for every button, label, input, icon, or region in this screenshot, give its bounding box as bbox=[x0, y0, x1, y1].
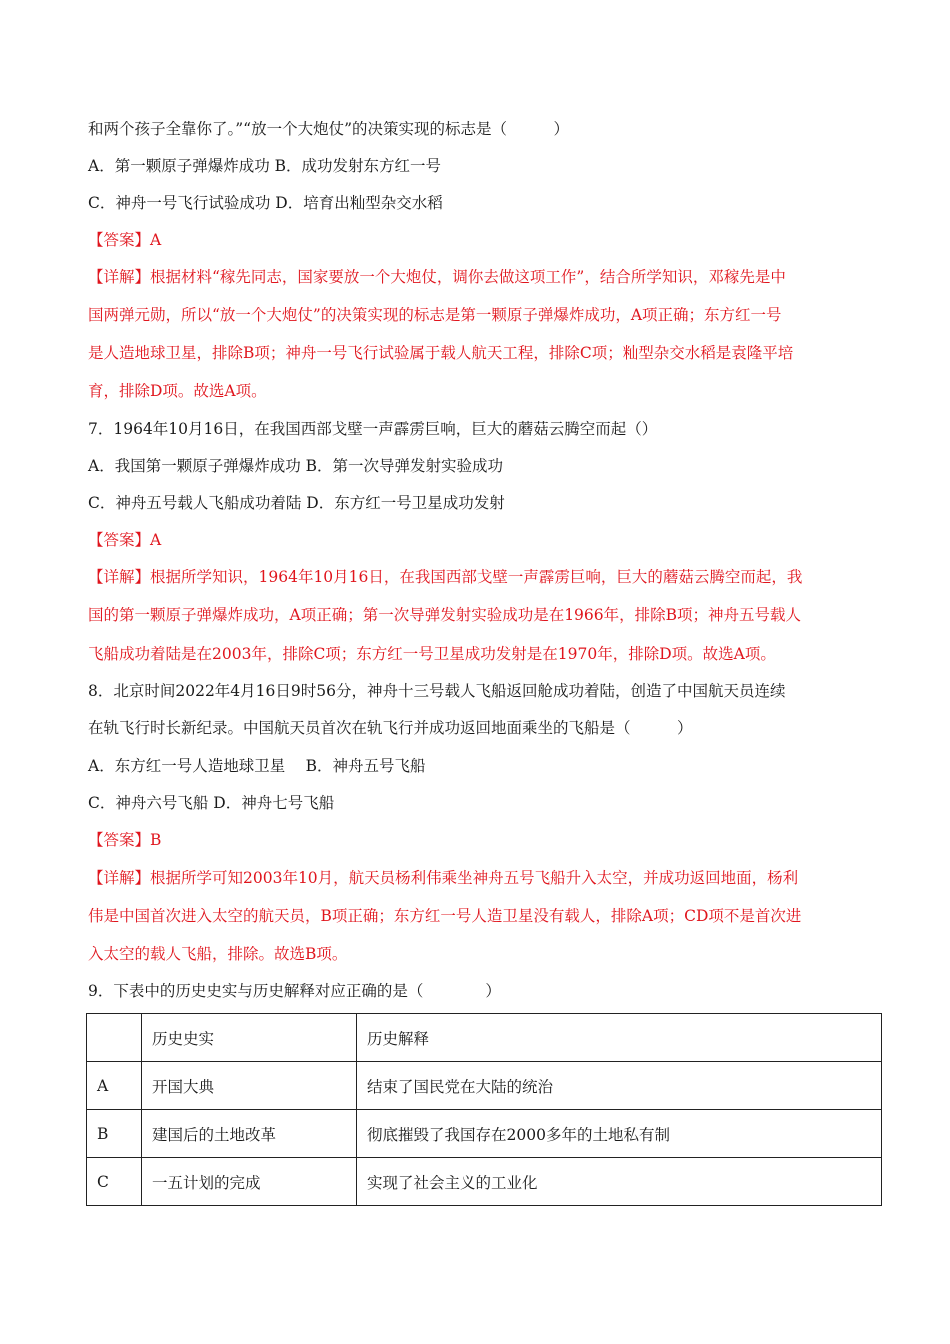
question-8-options-ab: A．东方红一号人造地球卫星 B．神舟五号飞船 bbox=[88, 757, 426, 775]
question-8-explanation-line-2: 伟是中国首次进入太空的航天员，B项正确；东方红一号人造卫星没有载人，排除A项；CD项不是首次进 bbox=[88, 907, 802, 925]
question-9-stem: 9．下表中的历史史实与历史解释对应正确的是（ ） bbox=[88, 982, 501, 1000]
table-row bbox=[87, 1110, 882, 1158]
question-8-answer: 【答案】B bbox=[88, 831, 162, 849]
table-row bbox=[87, 1062, 882, 1110]
table-cell-interpretation: 结束了国民党在大陆的统治 bbox=[357, 1062, 882, 1110]
question-6-explanation-line-1: 【详解】根据材料“稼先同志，国家要放一个大炮仗，调你去做这项工作”，结合所学知识，邓稼先是中 bbox=[88, 268, 786, 286]
question-6-options-ab: A．第一颗原子弹爆炸成功 B．成功发射东方红一号 bbox=[88, 157, 442, 175]
question-7-options-cd: C．神舟五号载人飞船成功着陆 D．东方红一号卫星成功发射 bbox=[88, 494, 505, 512]
question-7-stem: 7．1964年10月16日，在我国西部戈壁一声霹雳巨响，巨大的蘑菇云腾空而起（） bbox=[88, 420, 658, 438]
question-8-explanation-line-1: 【详解】根据所学可知2003年10月，航天员杨利伟乘坐神舟五号飞船升入太空，并成功返回地面，杨利 bbox=[88, 869, 799, 887]
table-cell-interpretation: 彻底摧毁了我国存在2000多年的土地私有制 bbox=[357, 1110, 882, 1158]
question-7-explanation-line-3: 飞船成功着陆是在2003年，排除C项；东方红一号卫星成功发射是在1970年，排除D项。故选A项。 bbox=[88, 645, 776, 663]
table-cell-fact: 开国大典 bbox=[142, 1062, 357, 1110]
question-8-explanation-line-3: 入太空的载人飞船，排除。故选B项。 bbox=[88, 945, 348, 963]
question-6-answer: 【答案】A bbox=[88, 231, 162, 249]
table-header-cell-label bbox=[87, 1014, 142, 1062]
table-cell-option: B bbox=[87, 1110, 142, 1158]
question-7-answer: 【答案】A bbox=[88, 531, 162, 549]
table-cell-interpretation: 实现了社会主义的工业化 bbox=[357, 1158, 882, 1206]
table-header-cell-fact: 历史史实 bbox=[142, 1014, 357, 1062]
question-8-stem-line-1: 8．北京时间2022年4月16日9时56分，神舟十三号载人飞船返回舱成功着陆，创造了中国航天员连续 bbox=[88, 682, 786, 700]
question-6-stem-tail: 和两个孩子全靠你了。”“放一个大炮仗”的决策实现的标志是（ ） bbox=[88, 120, 570, 138]
table-cell-fact: 一五计划的完成 bbox=[142, 1158, 357, 1206]
question-6-explanation-line-4: 育，排除D项。故选A项。 bbox=[88, 382, 267, 400]
table-cell-option: A bbox=[87, 1062, 142, 1110]
table-header-row bbox=[87, 1014, 882, 1062]
table-cell-fact: 建国后的土地改革 bbox=[142, 1110, 357, 1158]
question-7-options-ab: A．我国第一颗原子弹爆炸成功 B．第一次导弹发射实验成功 bbox=[88, 457, 504, 475]
question-8-stem-line-2: 在轨飞行时长新纪录。中国航天员首次在轨飞行并成功返回地面乘坐的飞船是（ ） bbox=[88, 719, 693, 737]
question-6-explanation-line-3: 是人造地球卫星，排除B项；神舟一号飞行试验属于载人航天工程，排除C项；籼型杂交水稻是袁隆平培 bbox=[88, 344, 794, 362]
history-table bbox=[86, 1013, 882, 1206]
table-cell-option: C bbox=[87, 1158, 142, 1206]
table-row bbox=[87, 1158, 882, 1206]
question-6-explanation-line-2: 国两弹元勋，所以“放一个大炮仗”的决策实现的标志是第一颗原子弹爆炸成功，A项正确；东方红一号 bbox=[88, 306, 782, 324]
question-7-explanation-line-1: 【详解】根据所学知识，1964年10月16日，在我国西部戈壁一声霹雳巨响，巨大的蘑菇云腾空而起，我 bbox=[88, 568, 803, 586]
question-6-options-cd: C．神舟一号飞行试验成功 D．培育出籼型杂交水稻 bbox=[88, 194, 443, 212]
question-8-options-cd: C．神舟六号飞船 D．神舟七号飞船 bbox=[88, 794, 335, 812]
question-7-explanation-line-2: 国的第一颗原子弹爆炸成功，A项正确；第一次导弹发射实验成功是在1966年，排除B项；神舟五号载人 bbox=[88, 606, 802, 624]
table-header-cell-interpretation: 历史解释 bbox=[357, 1014, 882, 1062]
